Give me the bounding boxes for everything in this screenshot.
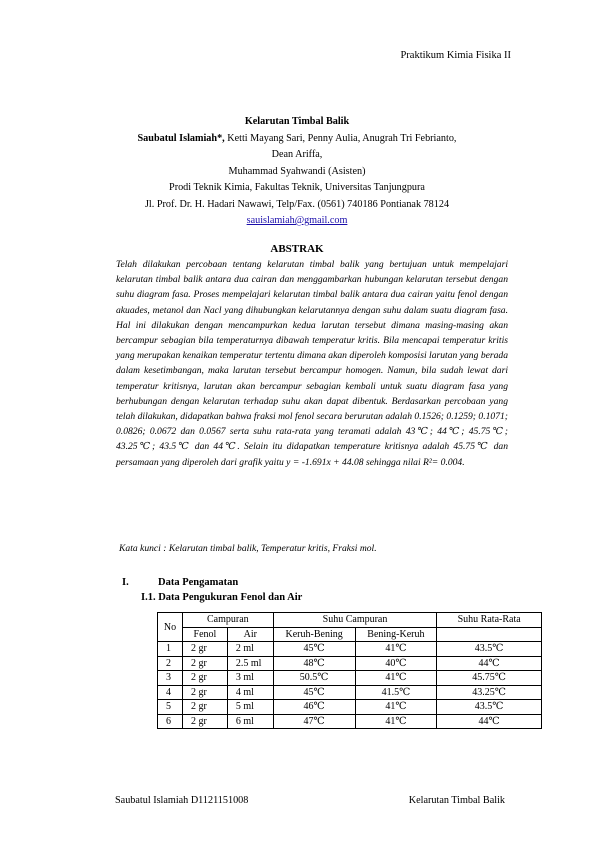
table-header-row <box>158 613 542 628</box>
cell-no: 3 <box>158 671 183 686</box>
cell-no: 5 <box>158 700 183 715</box>
cell-keruh-bening: 47℃ <box>273 714 355 729</box>
title-block <box>108 114 486 230</box>
cell-bening-keruh: 41℃ <box>355 700 437 715</box>
coauthors: Ketti Mayang Sari, Penny Aulia, Anugrah Tri Febrianto, <box>224 132 457 144</box>
table-row <box>158 700 542 715</box>
cell-fenol: 2 gr <box>182 671 227 686</box>
col-keruh-bening-header: Keruh-Bening <box>273 627 355 642</box>
footer-author: Saubatul Islamiah D1121151008 <box>115 795 249 806</box>
cell-air: 2.5 ml <box>227 656 273 671</box>
address: Jl. Prof. Dr. H. Hadari Nawawi, Telp/Fax. (0561) 740186 Pontianak 78124 <box>144 198 450 210</box>
table-row <box>158 642 542 657</box>
cell-fenol: 2 gr <box>182 656 227 671</box>
cell-air: 6 ml <box>227 714 273 729</box>
cell-air: 3 ml <box>227 671 273 686</box>
abstract-body <box>116 257 508 470</box>
cell-keruh-bening: 45℃ <box>273 685 355 700</box>
footer-title: Kelarutan Timbal Balik <box>408 795 505 806</box>
cell-air: 4 ml <box>227 685 273 700</box>
affiliation: Prodi Teknik Kimia, Fakultas Teknik, Universitas Tanjungpura <box>169 182 425 193</box>
cell-suhu-rata: 45.75℃ <box>437 671 542 686</box>
cell-fenol: 2 gr <box>182 642 227 657</box>
abstract-heading: ABSTRAK <box>270 243 324 255</box>
cell-suhu-rata: 43.25℃ <box>437 685 542 700</box>
cell-bening-keruh: 40℃ <box>355 656 437 671</box>
col-campuran-header: Campuran <box>182 613 273 628</box>
cell-keruh-bening: 50.5℃ <box>273 671 355 686</box>
cell-keruh-bening: 48℃ <box>273 656 355 671</box>
cell-no: 1 <box>158 642 183 657</box>
cell-bening-keruh: 41℃ <box>355 714 437 729</box>
col-no-header: No <box>158 613 183 642</box>
cell-suhu-rata: 43.5℃ <box>437 700 542 715</box>
table-row <box>158 656 542 671</box>
cell-keruh-bening: 46℃ <box>273 700 355 715</box>
cell-fenol: 2 gr <box>182 714 227 729</box>
col-bening-keruh-header: Bening-Keruh <box>355 627 437 642</box>
cell-no: 6 <box>158 714 183 729</box>
lead-author: Saubatul Islamiah*, <box>137 132 225 144</box>
col-air-header: Air <box>227 627 273 642</box>
author-line <box>108 131 486 148</box>
running-header: Praktikum Kimia Fisika II <box>400 50 511 61</box>
cell-fenol: 2 gr <box>182 700 227 715</box>
table-row <box>158 671 542 686</box>
table-subheader-row <box>158 627 542 642</box>
cell-air: 5 ml <box>227 700 273 715</box>
cell-air: 2 ml <box>227 642 273 657</box>
col-suhu-campuran-header: Suhu Campuran <box>273 613 437 628</box>
section-title: Data Pengamatan <box>158 577 239 588</box>
cell-bening-keruh: 41℃ <box>355 671 437 686</box>
cell-suhu-rata: 43.5℃ <box>437 642 542 657</box>
subsection-heading: I.1. Data Pengukuran Fenol dan Air <box>141 592 303 603</box>
cell-bening-keruh: 41℃ <box>355 642 437 657</box>
cell-no: 2 <box>158 656 183 671</box>
abstract-text: Telah dilakukan percobaan tentang kelarutan timbal balik yang bertujuan untuk mempelajari kelarutan timbal balik antara dua cairan dan menggambarkan hubungan kelarutan tersebut dengan suhu diagram fasa. Proses mempelajari kelarutan timbal balik antara dua cairan yaitu fenol dengan akuades, metanol dan Nacl yang dihubungkan kelarutannya dengan suhu dalam suatu diagram fasa. Hal ini dilakukan dengan mencampurkan kedua larutan tersebut dimana masing-masing akan bercampur sebagian bila temperaturnya dibawah temperatur kritis. Bila mencapai temperatur kritis yang merupakan kenaikan temperatur tertentu dimana akan diperoleh komposisi larutan yang berada dalam kesetimbangan, maka larutan tersebut bercampur homogen. Namun, bila sudah lewat dari temperatur kritisnya, larutan akan bercampur sebagian kembali untuk suatu diagram fasa yang berhubungan dengan kelarutan terhadap suhu akan dapat dibentuk. Berdasarkan percobaan yang telah dilakukan, didapatkan bahwa fraksi mol fenol secara berurutan adalah 0.1526; 0.1259; 0.1071; 0.0826; 0.0672 dan 0.0567 serta suhu rata-rata yang teramati adalah 43℃; 44℃; 45.75℃; 43.25℃; 43.5℃ dan 44℃. Selain itu didapatkan temperature kritisnya adalah 45.75℃ dan persamaan yang diperoleh dari grafik yaitu y = -1.691x + 44.08 sehingga nilai R²= 0.004. <box>116 259 508 468</box>
cell-keruh-bening: 45℃ <box>273 642 355 657</box>
col-fenol-header: Fenol <box>182 627 227 642</box>
cell-no: 4 <box>158 685 183 700</box>
cell-suhu-rata: 44℃ <box>437 714 542 729</box>
paper-title: Kelarutan Timbal Balik <box>244 116 350 127</box>
data-table <box>157 612 542 729</box>
email-link[interactable]: sauislamiah@gmail.com <box>246 215 348 226</box>
coauthors-continued: Dean Ariffa, <box>271 149 323 160</box>
keywords: Kata kunci : Kelarutan timbal balik, Temperatur kritis, Fraksi mol. <box>119 543 377 554</box>
col-suhu-rata-header: Suhu Rata-Rata <box>437 613 542 628</box>
section-number: I. <box>122 577 129 588</box>
cell-fenol: 2 gr <box>182 685 227 700</box>
cell-bening-keruh: 41.5℃ <box>355 685 437 700</box>
section-heading <box>122 577 238 588</box>
table-row <box>158 714 542 729</box>
col-empty-header <box>437 627 542 642</box>
cell-suhu-rata: 44℃ <box>437 656 542 671</box>
assistant: Muhammad Syahwandi (Asisten) <box>228 165 366 177</box>
table-row <box>158 685 542 700</box>
